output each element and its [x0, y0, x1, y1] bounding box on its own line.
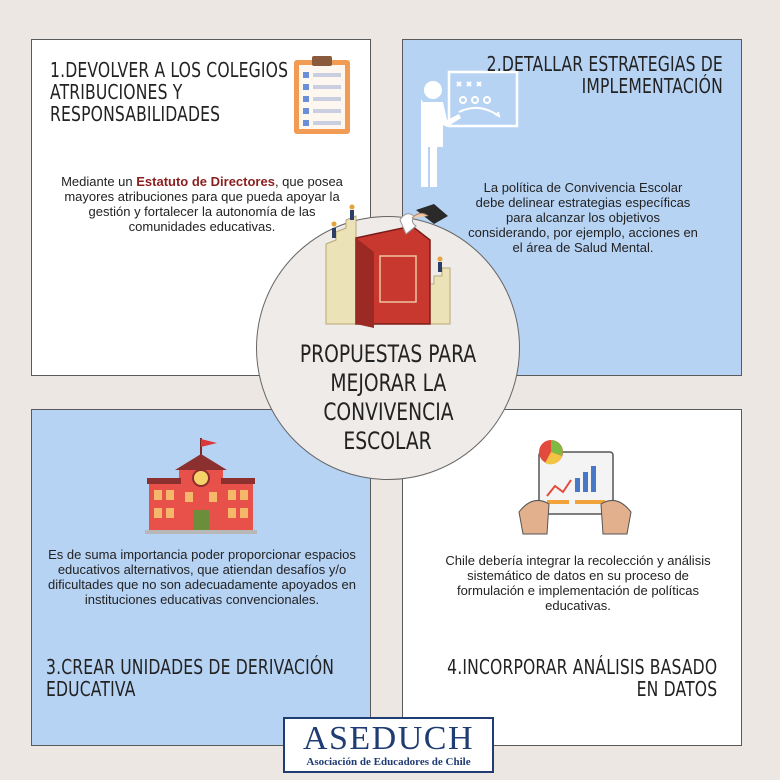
center-title: PROPUESTAS PARA MEJORAR LA CONVIVENCIA ESCOLAR [299, 340, 477, 455]
data-analysis-icon [515, 438, 635, 538]
panel-title: 3.CREAR UNIDADES DE DERIVACIÓN EDUCATIVA [46, 655, 335, 701]
puzzle-stairs-illustration [316, 204, 466, 334]
logo-subtitle: Asociación de Educadores de Chile [306, 756, 471, 768]
panel-title: 1.DEVOLVER A LOS COLEGIOS ATRIBUCIONES Y RESPONSABILIDADES [50, 58, 289, 126]
aseduch-logo [283, 717, 494, 773]
panel-body: Mediante un Estatuto de Directores, que posea mayores atribuciones para que pueda apoyar la gestión y fortalecer la autonomía de las comunidades educativas. [61, 174, 343, 234]
checklist-icon [290, 54, 354, 136]
school-building-icon [145, 436, 257, 536]
logo-name: ASEDUCH [302, 720, 475, 757]
panel-body: La política de Convivencia Escolar debe delinear estrategias específicas para alcanzar los objetivos considerando, por ejemplo, acciones en el área de Salud Mental. [468, 180, 698, 255]
panel-title: 2.DETALLAR ESTRATEGIAS DE IMPLEMENTACIÓN [486, 52, 723, 98]
panel-title: 4.INCORPORAR ANÁLISIS BASADO EN DATOS [446, 655, 717, 701]
panel-body: Es de suma importancia poder proporcionar espacios educativos alternativos, que atiendan desafíos y/o dificultades que no son adecuadamente apoyados en instituciones educativas convencionales. [48, 547, 356, 607]
panel-body: Chile debería integrar la recolección y análisis sistemático de datos en su proceso de formulación e implementación de políticas educativas. [445, 553, 711, 613]
highlight-text: Estatuto de Directores [136, 174, 275, 189]
